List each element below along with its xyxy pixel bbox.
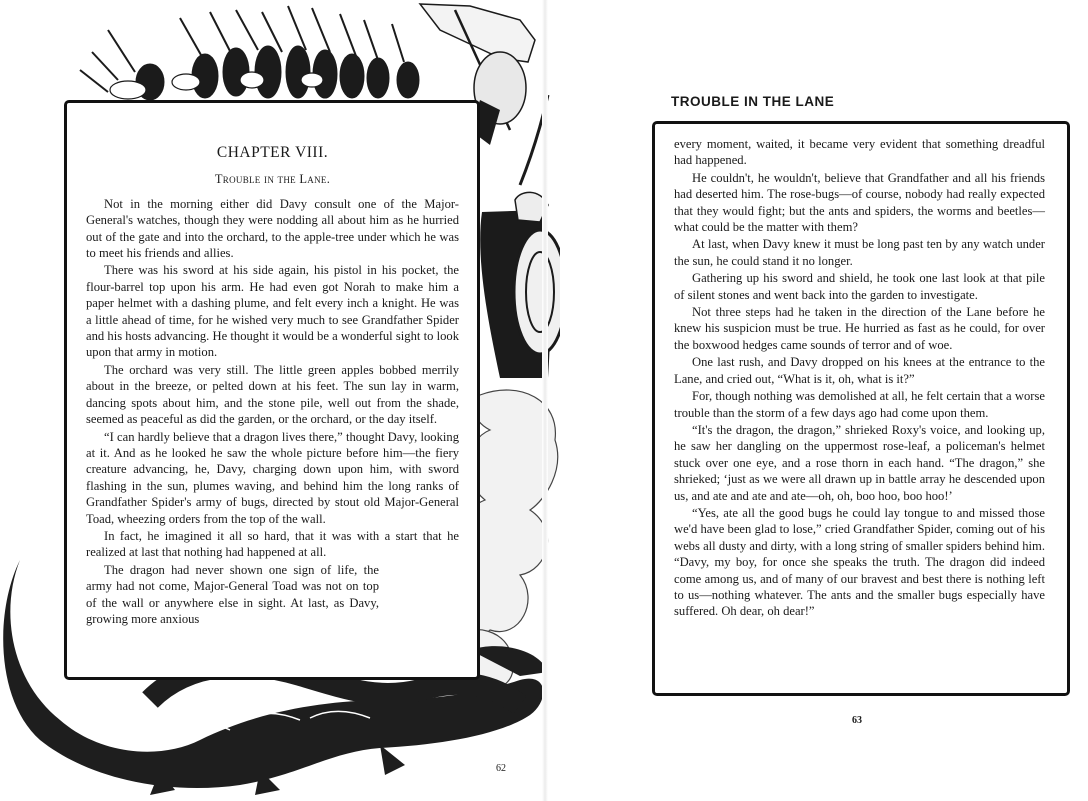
paragraph: “It's the dragon, the dragon,” shrieked Roxy's voice, and looking up, he saw her dangling on the uppermost rose-leaf, a policeman's helmet stuck over one eye, and a rose thorn in each hand. “The dragon,” she shrieked; ‘just as we were all drawn up in battle array he descended upon us, and ate and ate and ate—oh, oh, boo hoo, boo hoo!’ (674, 422, 1045, 503)
running-head: TROUBLE IN THE LANE (671, 94, 835, 109)
right-text-panel (652, 121, 1070, 696)
paragraph-continued: every moment, waited, it became very evident that something dreadful had happened. (674, 137, 1045, 168)
chapter-title: CHAPTER VIII. (216, 144, 329, 161)
paragraph: The dragon had never shown one sign of life, the army had not come, Major-General Toad was not on top of the wall or anywhere else in sight. At last, as Davy, growing more anxious (86, 562, 379, 626)
bug-army-illustration (80, 6, 419, 100)
paragraph: For, though nothing was demolished at all, he felt certain that a worse trouble than the storm of a few days ago had come upon them. (674, 389, 1045, 420)
paragraph: There was his sword at his side again, his pistol in his pocket, the flour-barrel top upon his arm. He had even got Norah to make him a paper helmet with a dashing plume, and felt every inch a knight. He was a little ahead of time, for he wished very much to see Grandfather Spider and his hosts advancing. He thought it would be a wonderful sight to look upon that army in motion. (86, 263, 459, 360)
paragraph: Not in the morning either did Davy consult one of the Major-General's watches, though they were nodding all about him as he hurried out of the gate and into the orchard, to the apple-tree under which he was to meet his friends and allies. (86, 196, 459, 261)
chapter-subtitle: Trouble in the Lane. (214, 172, 331, 187)
left-text-panel (64, 100, 480, 680)
paragraph: He couldn't, he wouldn't, believe that Grandfather and all his friends had deserted him. The rose-bugs—of course, nobody had really expected that they would fight; but the ants and spiders, the worms and beetles—what could be the matter with them? (674, 170, 1045, 235)
page-number-left: 62 (496, 763, 506, 774)
paragraph: Not three steps had he taken in the direction of the Lane before he knew his suspicion must be true. He hurried as fast as he could, for over the boxwood hedges came sounds of terror and of woe. (674, 305, 1045, 352)
paragraph: At last, when Davy knew it must be long past ten by any watch under the sun, he could stand it no longer. (674, 237, 1045, 268)
paragraph: The orchard was very still. The little green apples bobbed merrily about in the breeze, or pelted down at his feet. The sun lay in warm, dancing spots about him, and the stone pile, well out from the shade, seemed as peaceful as did the garden, or the orchard, or the day itself. (86, 362, 459, 427)
page-number-right: 63 (852, 715, 862, 726)
paragraph: In fact, he imagined it all so hard, that it was with a start that he realized at last that nothing had happened at all. (86, 528, 459, 560)
paragraph: “I can hardly believe that a dragon lives there,” thought Davy, looking at it. And as he looked he saw the whole picture before him—the fiery creature advancing, he, Davy, charging down upon him, with sword flashing in the sun, plumes waving, and behind him the long ranks of Grandfather Spider's army of bugs, directed by stout old Major-General Toad, wheezing orders from the top of the wall. (86, 429, 459, 526)
paragraph: “Yes, ate all the good bugs he could lay tongue to and missed those we'd have been glad to lose,” cried Grandfather Spider, coming out of his webs all dusty and dirty, with a long string of smaller spiders behind him. “Davy, my boy, for once she speaks the truth. The dragon did indeed come among us, and of many of our bravest and best there is nothing left to us—nothing whatever. The ants and the smaller bugs especially have suffered. Oh dear, oh dear!” (674, 505, 1045, 619)
paragraph: One last rush, and Davy dropped on his knees at the entrance to the Lane, and cried out, “What is it, oh, what is it?” (674, 355, 1045, 386)
paragraph: Gathering up his sword and shield, he took one last look at that pile of silent stones and went back into the garden to investigate. (674, 271, 1045, 302)
right-page (545, 0, 1088, 801)
